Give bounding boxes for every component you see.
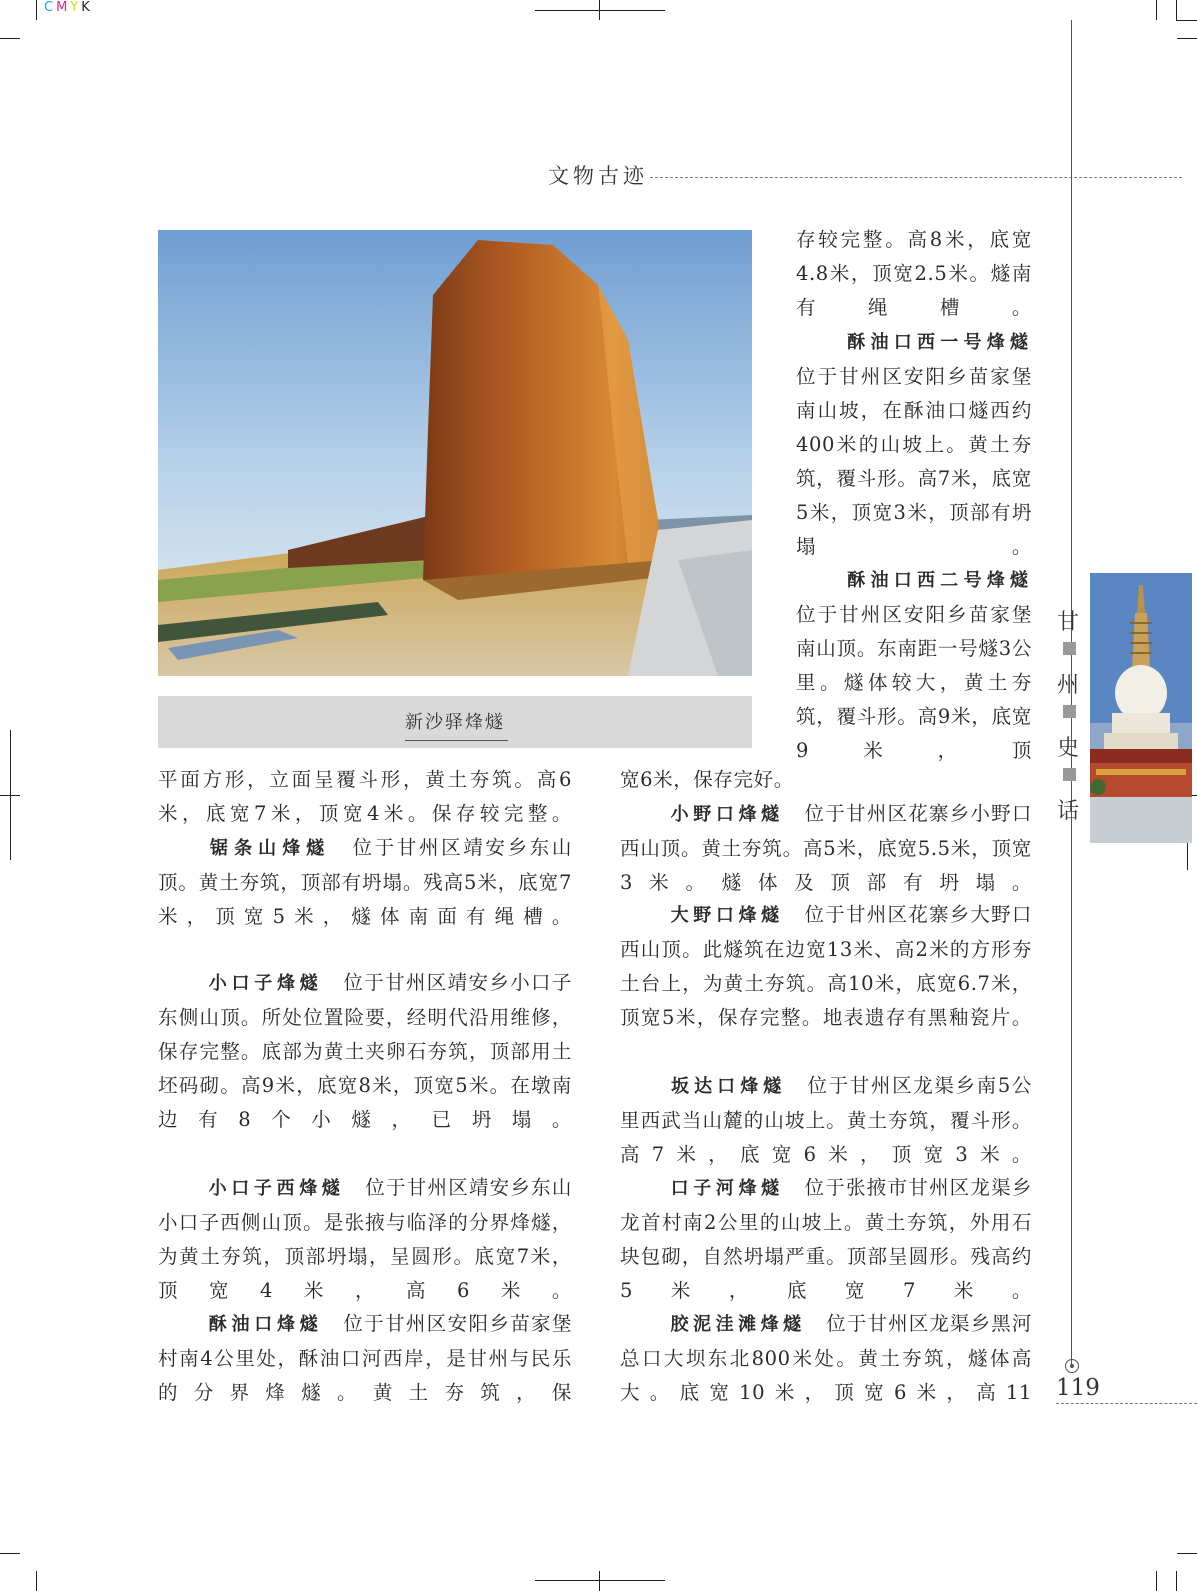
side-tab-square: [1063, 642, 1076, 655]
crop-mark: [0, 1553, 20, 1554]
side-tab-char: 州: [1057, 673, 1080, 698]
paragraph: 胶泥洼滩烽燧 位于甘州区龙渠乡黑河总口大坝东北800米处。黄土夯筑，燧体高大。底宽10米，顶宽6米，高11: [620, 1312, 1032, 1404]
paragraph: 小野口烽燧 位于甘州区花寨乡小野口西山顶。黄土夯筑。高5米，底宽5.5米，顶宽3米。燧体及顶部有坍塌。: [620, 802, 1032, 894]
paragraph: 酥油口烽燧 位于甘州区安阳乡苗家堡村南4公里处，酥油口河西岸，是甘州与民乐的分界烽燧。黄土夯筑，保: [158, 1312, 572, 1404]
paragraph: 大野口烽燧 位于甘州区花寨乡大野口西山顶。此燧筑在边宽13米、高2米的方形夯土台上，为黄土夯筑。高10米，底宽6.7米，顶宽5米，保存完整。地表遗存有黑釉瓷片。: [620, 903, 1032, 1029]
site-name: 口子河烽燧: [670, 1178, 784, 1199]
footer-rule: [1056, 1403, 1197, 1404]
paragraph: 平面方形，立面呈覆斗形，黄土夯筑。高6米，底宽7米，顶宽4米。保存较完整。: [158, 768, 572, 825]
crop-mark: [0, 38, 20, 39]
crop-mark: [36, 0, 37, 20]
crop-mark: [599, 1571, 600, 1591]
crop-mark: [599, 0, 600, 20]
site-name: 坂达口烽燧: [670, 1076, 787, 1097]
caption-underline: [405, 740, 508, 741]
paragraph: 酥油口西二号烽燧 位于甘州区安阳乡苗家堡南山顶。东南距一号燧3公里。燧体较大，黄土夯筑，覆斗形。高9米，底宽9米，顶: [796, 570, 1032, 762]
site-name: 小口子西烽燧: [208, 1178, 345, 1199]
site-name: 酥油口西二号烽燧: [846, 570, 1032, 591]
site-name: 胶泥洼滩烽燧: [670, 1314, 806, 1335]
paragraph: 口子河烽燧 位于张掖市甘州区龙渠乡龙首村南2公里的山坡上。黄土夯筑，外用石块包砌，自然坍塌严重。顶部呈圆形。残高约5米，底宽7米。: [620, 1176, 1032, 1302]
section-title: 文物古迹: [548, 164, 648, 188]
side-tab-square: [1063, 768, 1076, 781]
crop-mark: [1176, 1571, 1177, 1591]
side-tab-char: 甘: [1057, 610, 1080, 635]
crop-mark: [0, 795, 20, 796]
side-tab-square: [1063, 705, 1076, 718]
paragraph: 小口子西烽燧 位于甘州区靖安乡东山小口子西侧山顶。是张掖与临泽的分界烽燧，为黄土夯筑，顶部坍塌，呈圆形。底宽7米，顶宽4米，高6米。: [158, 1176, 572, 1302]
paragraph: 宽6米，保存完好。: [620, 768, 794, 791]
side-tab-char: 史: [1057, 736, 1080, 761]
site-name: 锯条山烽燧: [208, 838, 331, 859]
crop-mark: [1176, 0, 1177, 20]
paragraph: 坂达口烽燧 位于甘州区龙渠乡南5公里西武当山麓的山坡上。黄土夯筑，覆斗形。高7米，底宽6米，顶宽3米。: [620, 1074, 1032, 1166]
site-name: 酥油口西一号烽燧: [846, 332, 1032, 353]
page-number: 119: [1056, 1375, 1100, 1401]
paragraph: 酥油口西一号烽燧 位于甘州区安阳乡苗家堡南山坡，在酥油口燧西约400米的山坡上。黄土夯筑，覆斗形。高7米，底宽5米，顶宽3米，顶部有坍塌。: [796, 332, 1032, 558]
crop-mark: [1176, 20, 1197, 21]
site-name: 小口子烽燧: [208, 973, 323, 994]
crop-mark: [535, 1580, 665, 1581]
beacon-tower-photo: [158, 230, 752, 676]
site-name: 大野口烽燧: [670, 905, 784, 926]
crop-mark: [535, 10, 665, 11]
header-rule: [650, 177, 1182, 178]
crop-mark: [1177, 1553, 1197, 1554]
crop-mark: [1156, 1571, 1157, 1591]
paragraph: 小口子烽燧 位于甘州区靖安乡小口子东侧山顶。所处位置险要，经明代沿用维修，保存完整。底部为黄土夹卵石夯筑，顶部用土坯码砌。高9米，底宽8米，顶宽5米。在墩南边有8个小燧，已坍塌。: [158, 971, 572, 1131]
cmyk-color-bar: CMYK: [44, 0, 93, 15]
crop-mark: [36, 1571, 37, 1591]
pagoda-thumbnail: [1090, 573, 1192, 843]
paragraph: 锯条山烽燧 位于甘州区靖安乡东山顶。黄土夯筑，顶部有坍塌。残高5米，底宽7米，顶宽5米，燧体南面有绳槽。: [158, 836, 572, 928]
crop-mark: [1177, 38, 1197, 39]
site-name: 酥油口烽燧: [208, 1314, 323, 1335]
crop-mark: [1156, 0, 1157, 20]
side-tab-char: 话: [1057, 799, 1080, 824]
site-name: 小野口烽燧: [670, 804, 784, 825]
paragraph: 存较完整。高8米，底宽4.8米，顶宽2.5米。燧南有绳槽。: [796, 228, 1032, 319]
figure-caption: 新沙驿烽燧: [405, 712, 505, 733]
page-number-ornament: [1065, 1359, 1079, 1373]
